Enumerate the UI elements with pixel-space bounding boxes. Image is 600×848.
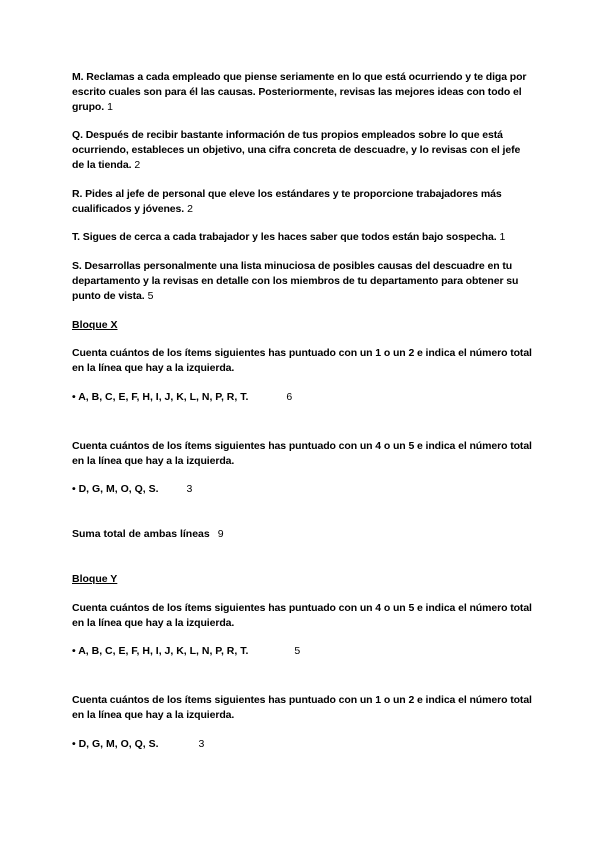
bloque-y-instruction-2: Cuenta cuántos de los ítems siguientes has puntuado con un 1 o un 2 e indica el número total en la línea que hay a la izquierda. bbox=[72, 694, 532, 721]
bloque-x-instruction-1: Cuenta cuántos de los ítems siguientes has puntuado con un 1 o un 2 e indica el número total en la línea que hay a la izquierda. bbox=[72, 347, 532, 375]
bloque-x-list-2-text: • D, G, M, O, Q, S. bbox=[72, 483, 159, 496]
bloque-x-list-2 bbox=[72, 482, 532, 497]
bloque-y-instruction-1: Cuenta cuántos de los ítems siguientes has puntuado con un 4 o un 5 e indica el número total en la línea que hay a la izquierda. bbox=[72, 601, 532, 629]
bloque-x-sum-value: 9 bbox=[217, 528, 224, 541]
item-q-score: 2 bbox=[134, 158, 141, 171]
bloque-x-sum bbox=[72, 527, 532, 542]
bloque-y-heading: Bloque Y bbox=[72, 572, 118, 585]
bloque-x-count-1: 6 bbox=[286, 390, 293, 403]
item-s-text: S. Desarrollas personalmente una lista minuciosa de posibles causas del descuadre en tu departamento y la revisas en detalle con los miembros de tu departamento para obtener su punto de vista. bbox=[72, 260, 519, 302]
item-q bbox=[72, 128, 532, 172]
item-t-score: 1 bbox=[499, 231, 506, 244]
item-r-score: 2 bbox=[187, 202, 193, 215]
item-m-text: M. Reclamas a cada empleado que piense seriamente en lo que está ocurriendo y te diga por escrito cuales son para él las causas. Posteriormente, revisas las mejores ideas con todo el grupo. bbox=[72, 71, 527, 113]
bloque-x-instruction-2: Cuenta cuántos de los ítems siguientes has puntuado con un 4 o un 5 e indica el número total en la línea que hay a la izquierda. bbox=[72, 439, 532, 467]
bloque-x-heading: Bloque X bbox=[72, 318, 118, 331]
bloque-y-list-2-text: • D, G, M, O, Q, S. bbox=[72, 737, 159, 750]
bloque-y-list-1 bbox=[72, 644, 532, 659]
item-t-text: T. Sigues de cerca a cada trabajador y les haces saber que todos están bajo sospecha. bbox=[72, 231, 497, 244]
item-r bbox=[72, 187, 532, 217]
bloque-x-count-2: 3 bbox=[186, 483, 193, 496]
item-s bbox=[72, 259, 532, 303]
bloque-y-list-1-text: • A, B, C, E, F, H, I, J, K, L, N, P, R, T. bbox=[72, 645, 249, 658]
bloque-y-count-2: 3 bbox=[198, 737, 205, 750]
item-m bbox=[72, 70, 532, 114]
document-page bbox=[72, 70, 532, 752]
bloque-y-list-2 bbox=[72, 737, 532, 752]
bloque-y-count-1: 5 bbox=[294, 645, 301, 658]
item-s-score: 5 bbox=[147, 289, 154, 302]
bloque-x-list-1-text: • A, B, C, E, F, H, I, J, K, L, N, P, R, T. bbox=[72, 390, 249, 403]
item-t bbox=[72, 230, 532, 245]
item-q-text: Q. Después de recibir bastante información de tus propios empleados sobre lo que está ocurriendo, estableces un objetivo, una cifra concreta de descuadre, y lo revisas con el jefe de la tienda. bbox=[72, 129, 521, 171]
bloque-x-list-1 bbox=[72, 390, 532, 405]
item-m-score: 1 bbox=[107, 100, 113, 113]
bloque-x-sum-label: Suma total de ambas líneas bbox=[72, 528, 210, 541]
item-r-text: R. Pides al jefe de personal que eleve los estándares y te proporcione trabajadores más cualificados y jóvenes. bbox=[72, 187, 502, 215]
